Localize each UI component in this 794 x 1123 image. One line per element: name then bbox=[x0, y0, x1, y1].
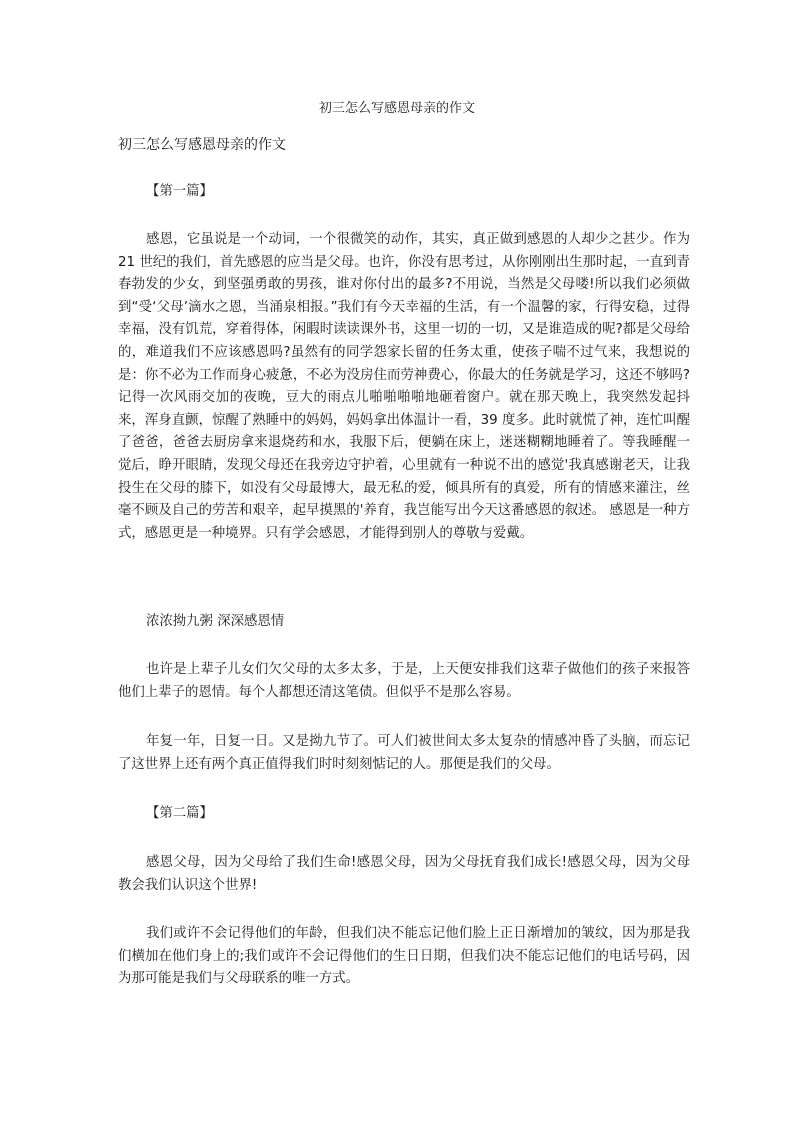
paragraph: 也许是上辈子儿女们欠父母的太多太多，于是，上天便安排我们这辈子做他们的孩子来报答他们上辈子的恩情。每个人都想还清这笔债。但似乎不是那么容易。 bbox=[118, 662, 690, 700]
paragraph: 感恩，它虽说是一个动词，一个很微笑的动作，其实，真正做到感恩的人却少之甚少。作为 21 世纪的我们，首先感恩的应当是父母。也许，你没有思考过，从你刚刚出生那时起，一直到青春勃发的少女，到坚强勇敢的男孩，谁对你付出的最多?不用说，当然是父母喽!所以我们必须做到“受‘父母’滴水之恩，当涌泉相报。”我们有今天幸福的生活，有一个温馨的家，行得安稳，过得幸福，没有饥荒，穿着得体，闲暇时读读课外书，这里一切的一切，又是谁造成的呢?都是父母给的，难道我们不应该感恩吗?虽然有的同学怨家长留的任务太重，使孩子喘不过气来，我想说的是：你不必为工作而身心疲惫，不必为没房住而劳神费心，你最大的任务就是学习，这还不够吗? 记得一次风雨交加的夜晚，豆大的雨点儿啪啪啪啪地砸着窗户。就在那天晚上，我突然发起抖来，浑身直颤，惊醒了熟睡中的妈妈，妈妈拿出体温计一看，39 度多。此时就慌了神，连忙叫醒了爸爸，爸爸去厨房拿来退烧药和水，我服下后，便躺在床上，迷迷糊糊地睡着了。等我睡醒一觉后，睁开眼睛，发现父母还在我旁边守护着，心里就有一种说不出的感觉'我真感谢老天，让我投生在父母的膝下，如没有父母最博大，最无私的爱，倾具所有的真爱，所有的情感来灌注，丝毫不顾及自己的劳苦和艰辛，起早摸黑的'养育，我岂能写出今天这番感恩的叙述。 感恩是一种方式，感恩更是一种境界。只有学会感恩，才能得到别人的尊敬与爱戴。 bbox=[118, 232, 690, 541]
document-title: 初三怎么写感恩母亲的作文 bbox=[318, 101, 475, 116]
section-heading-first: 【第一篇】 bbox=[146, 184, 213, 199]
section-heading-second: 【第二篇】 bbox=[146, 806, 213, 821]
paragraph: 我们或许不会记得他们的年龄，但我们决不能忘记他们脸上正日渐增加的皱纹，因为那是我们横加在他们身上的;我们或许不会记得他们的生日日期，但我们决不能忘记他们的电话号码，因为那可能是我们与父母联系的唯一方式。 bbox=[118, 926, 690, 987]
paragraph: 感恩父母，因为父母给了我们生命!感恩父母，因为父母抚育我们成长!感恩父母，因为父母教会我们认识这个世界! bbox=[118, 855, 690, 893]
document-subtitle: 初三怎么写感恩母亲的作文 bbox=[118, 137, 286, 153]
section-tagline: 浓浓拗九粥 深深感恩情 bbox=[146, 614, 285, 629]
paragraph: 年复一年，日复一日。又是拗九节了。可人们被世间太多太复杂的情感冲昏了头脑，而忘记了这世界上还有两个真正值得我们时时刻刻惦记的人。那便是我们的父母。 bbox=[118, 734, 690, 772]
